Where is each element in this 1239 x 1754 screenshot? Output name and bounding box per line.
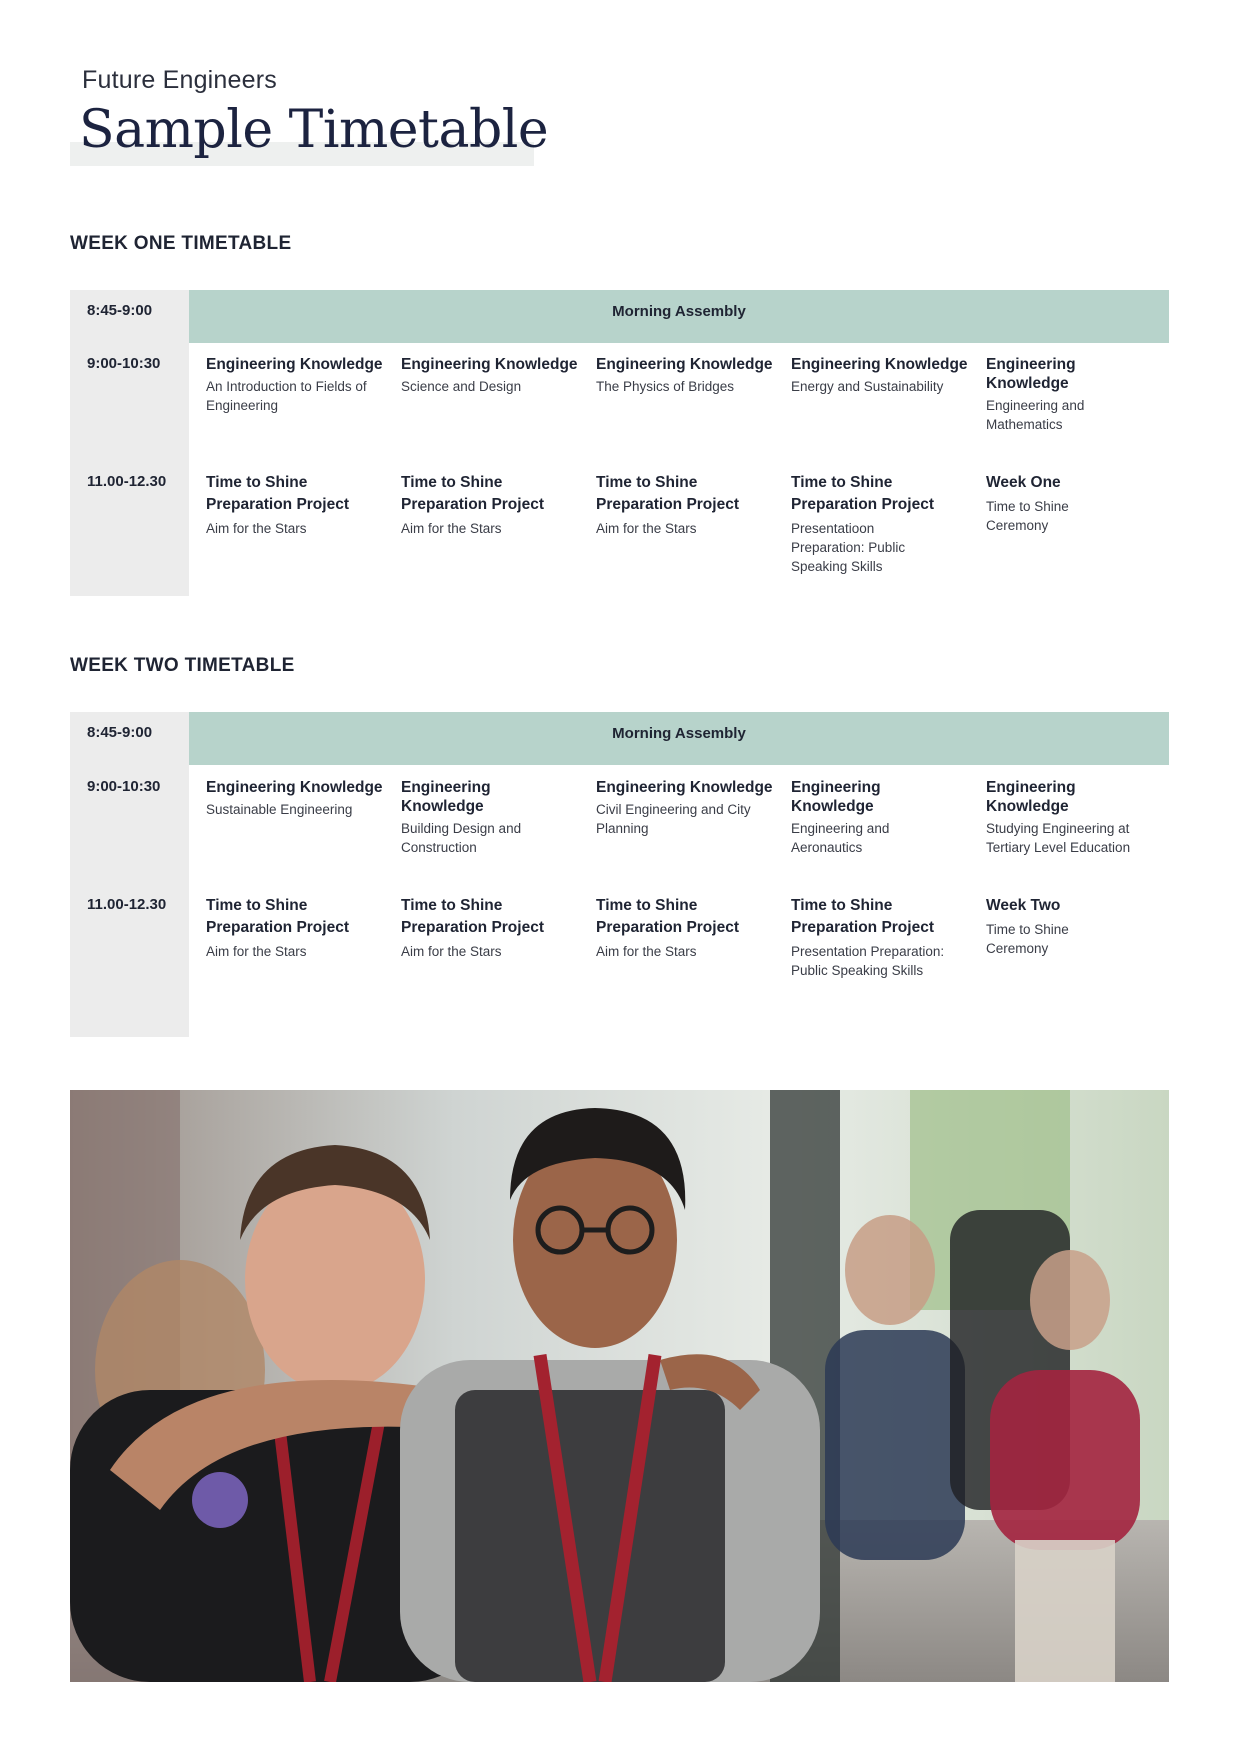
session-description: Time to Shine Ceremony (986, 499, 1069, 533)
session-description: Time to Shine Ceremony (986, 922, 1069, 956)
session-title: Engineering Knowledge (401, 779, 491, 815)
session-title: Engineering Knowledge (596, 779, 773, 796)
session-cell (986, 778, 1161, 857)
session-title: Time to Shine Preparation Project (401, 897, 544, 936)
session-title: Week Two (986, 897, 1061, 914)
session-title: Time to Shine Preparation Project (206, 897, 349, 936)
session-cell (791, 778, 921, 857)
session-description: Studying Engineering at Tertiary Level Education (986, 821, 1131, 855)
session-cell (401, 895, 586, 961)
session-description: Presentation Preparation: Public Speaking Skills (791, 944, 945, 978)
time-column (70, 290, 189, 596)
session-title: Engineering Knowledge (986, 779, 1076, 815)
session-cell (596, 472, 781, 538)
assembly-time: 8:45-9:00 (87, 724, 153, 741)
session-cell (401, 778, 551, 857)
session-description: Engineering and Mathematics (986, 398, 1085, 432)
week-one-heading: WEEK ONE TIMETABLE (70, 233, 292, 254)
session-cell (206, 472, 391, 538)
session-title: Time to Shine Preparation Project (206, 474, 349, 513)
week-two-heading: WEEK TWO TIMETABLE (70, 655, 295, 676)
week-one-table (70, 290, 1169, 596)
session-description: Building Design and Construction (401, 821, 522, 855)
session-title: Time to Shine Preparation Project (401, 474, 544, 513)
session-title: Time to Shine Preparation Project (596, 897, 739, 936)
session-cell (791, 355, 976, 396)
session-description: Energy and Sustainability (791, 379, 944, 394)
morning-assembly-label: Morning Assembly (612, 725, 746, 742)
students-photo (70, 1090, 1169, 1682)
session-description: Civil Engineering and City Planning (596, 802, 751, 836)
session-description: Aim for the Stars (401, 521, 502, 536)
session-title: Time to Shine Preparation Project (791, 474, 934, 513)
session-cell (596, 895, 781, 961)
session-cell (206, 355, 391, 415)
session-cell (986, 895, 1096, 958)
session-cell (206, 895, 391, 961)
session-cell (206, 778, 391, 819)
session-description: Presentatioon Preparation: Public Speaking Skills (791, 521, 906, 574)
session-cell (986, 355, 1156, 434)
session-title: Time to Shine Preparation Project (791, 897, 934, 936)
session-description: Aim for the Stars (596, 521, 697, 536)
session-description: Engineering and Aeronautics (791, 821, 890, 855)
session-title: Week One (986, 474, 1061, 491)
session-time-1: 9:00-10:30 (87, 355, 161, 372)
session-title: Engineering Knowledge (206, 779, 383, 796)
students-photo-illustration (70, 1090, 1169, 1682)
session-description: An Introduction to Fields of Engineering (206, 379, 367, 413)
page-subtitle: Future Engineers (82, 66, 277, 94)
session-cell (596, 778, 781, 838)
session-cell (791, 472, 941, 576)
session-description: The Physics of Bridges (596, 379, 735, 394)
session-title: Engineering Knowledge (791, 779, 881, 815)
session-title: Engineering Knowledge (401, 356, 578, 373)
morning-assembly-band (189, 712, 1169, 765)
session-time-1: 9:00-10:30 (87, 778, 161, 795)
page-title: Sample Timetable (79, 100, 549, 160)
session-description: Aim for the Stars (596, 944, 697, 959)
session-title: Engineering Knowledge (596, 356, 773, 373)
session-description: Aim for the Stars (206, 521, 307, 536)
session-cell (401, 472, 586, 538)
session-title: Engineering Knowledge (206, 356, 383, 373)
session-time-2: 11.00-12.30 (87, 473, 167, 490)
session-description: Science and Design (401, 379, 522, 394)
week-two-table (70, 712, 1169, 1037)
session-description: Aim for the Stars (206, 944, 307, 959)
session-title: Engineering Knowledge (986, 356, 1076, 392)
session-title: Engineering Knowledge (791, 356, 968, 373)
session-description: Aim for the Stars (401, 944, 502, 959)
session-cell (986, 472, 1096, 535)
session-title: Time to Shine Preparation Project (596, 474, 739, 513)
session-description: Sustainable Engineering (206, 802, 353, 817)
session-time-2: 11.00-12.30 (87, 896, 167, 913)
session-cell (401, 355, 586, 396)
session-cell (791, 895, 961, 980)
assembly-time: 8:45-9:00 (87, 302, 153, 319)
morning-assembly-label: Morning Assembly (612, 303, 746, 320)
morning-assembly-band (189, 290, 1169, 343)
session-cell (596, 355, 781, 396)
time-column (70, 712, 189, 1037)
